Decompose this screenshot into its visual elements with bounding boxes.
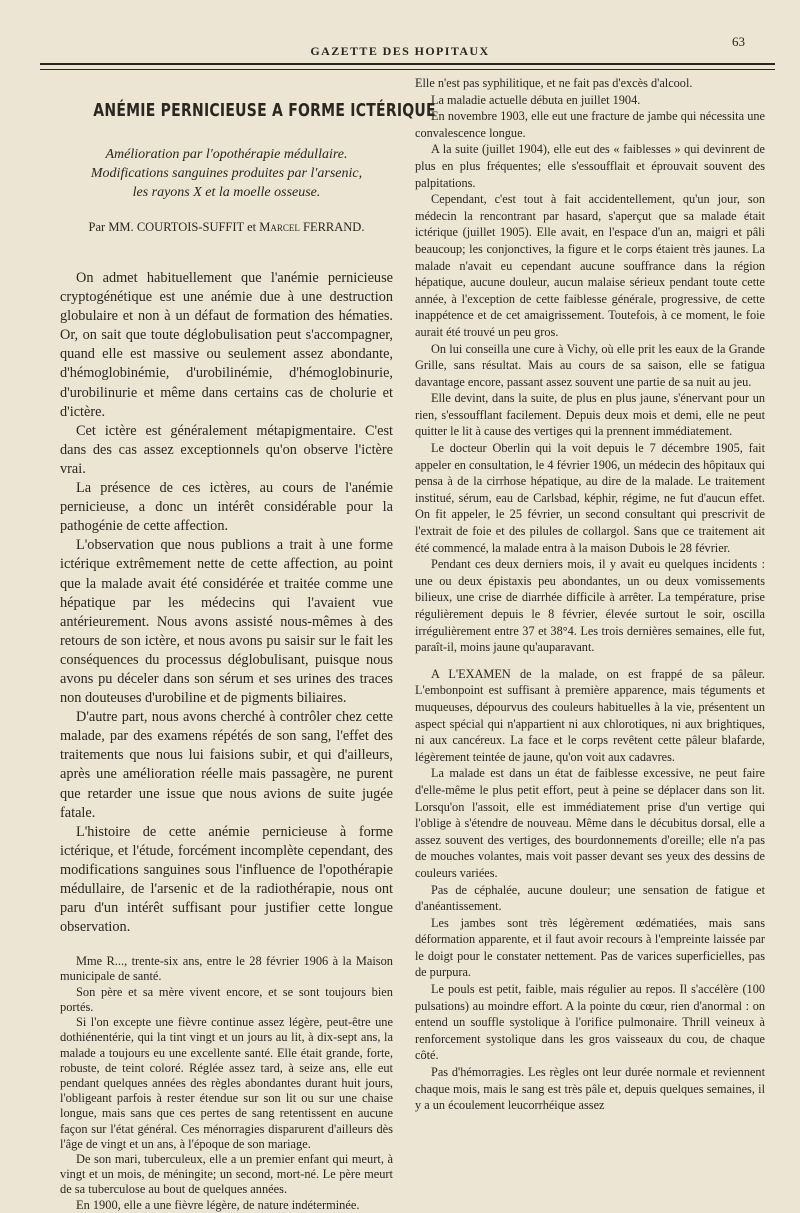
authors-prefix: Par MM. (88, 220, 134, 234)
paragraph: De son mari, tuberculeux, elle a un premier enfant qui meurt, à vingt et un mois, de méningite; un second, mort-né. Le père meurt de sa tuberculose au bout de quelques années. (60, 1151, 393, 1197)
article-authors (60, 220, 393, 235)
right-column (415, 75, 765, 1114)
author-name: Marcel FERRAND. (259, 220, 365, 234)
authors-join: et (247, 220, 257, 234)
paragraph: Pendant ces deux derniers mois, il y avait eu quelques incidents : une ou deux épistaxis peu abondantes, un ou deux vomissements bilieux, une crise de diarrhée difficile à arrêter. La température, prise régulièrement depuis le 8 février, élevée surtout le soir, oscilla irrégulièrement entre 37 et 38°4. Les trois dernières semaines, elle fut, paraît-il, moins jaune qu'auparavant. (415, 557, 765, 655)
paragraph: Pas de céphalée, aucune douleur; une sensation de fatigue et d'anéantissement. (415, 882, 765, 914)
subtitle-line: Amélioration par l'opothérapie médullaire. (105, 147, 348, 162)
paragraph: Le pouls est petit, faible, mais régulier au repos. Il s'accélère (100 pulsations) au moindre effort. A la pointe du cœur, rien d'anormal : on entend un souffle systolique à l'orifice pulmonaire. Thrill veineux à renforcement systolique dans les gros vaisseaux du cou, de chaque côté. (415, 982, 765, 1063)
observation-text (60, 954, 393, 1212)
paragraph: Le docteur Oberlin qui la voit depuis le 7 décembre 1905, fait appeler en consultation, le 4 février 1906, un médecin des hôpitaux qui pensa à de la cirrhose hépatique, au dire de la malade. Le traitement institué, sérum, eau de Carlsbad, képhir, régime, ne fut d'aucun effet. On fit appeler, le 25 février, un second consultant qui prescrivit de l'extrait de foie et des pilules de collargol. Sans que ce traitement ait été commencé, la malade entra à la maison Dubois le 28 février. (415, 441, 765, 555)
paragraph: L'histoire de cette anémie pernicieuse à forme ictérique, et l'étude, forcément incomplète cependant, des modifications sanguines sous l'influence de l'opothérapie médullaire, de l'arsenic et de la radiothérapie, nous ont paru d'un intérêt suffisant pour justifier cette longue observation. (60, 823, 393, 936)
paragraph: La présence de ces ictères, au cours de l'anémie pernicieuse, a donc un intérêt considérable pour la pathogénie de cette affection. (60, 480, 393, 535)
header-rule-thick (40, 63, 775, 65)
paragraph: Les jambes sont très légèrement œdématiées, mais sans déformation apparente, et il faut avoir recours à l'empreinte laissée par le doigt pour le constater nettement. Pas de varices superficielles, pas de purpura. (415, 915, 765, 980)
paragraph: A la suite (juillet 1904), elle eut des « faiblesses » qui devinrent de plus en plus fréquentes; elle s'essoufflait et éprouvait souvent des palpitations. (415, 142, 765, 190)
paragraph: En novembre 1903, elle eut une fracture de jambe qui nécessita une convalescence longue. (415, 109, 765, 140)
author-name: COURTOIS-SUFFIT (136, 220, 244, 234)
paragraph: Pas d'hémorragies. Les règles ont leur durée normale et reviennent chaque mois, mais le sang est très pâle et, depuis quelques semaines, il y a un écoulement leucorrhéique assez (415, 1065, 765, 1113)
intro-text (60, 269, 393, 937)
paragraph: En 1900, elle a une fièvre légère, de nature indéterminée. (76, 1197, 360, 1212)
paragraph: A L'EXAMEN de la malade, on est frappé de sa pâleur. L'embonpoint est suffisant à première apparence, mais téguments et muqueuses, dépourvus des couleurs habituelles à la vie, présentent un aspect spécial qui n'appartient ni aux chlorotiques, ni aux brightiques, ni aux cancéreux. La face et le corps revêtent cette pâleur blafarde, légèrement teintée de jaune, qu'on voit aux cadavres. (415, 666, 765, 764)
paragraph: On lui conseilla une cure à Vichy, où elle prit les eaux de la Grande Grille, sans résultat. Mais au cours de sa saison, elle se fatigua davantage encore, passant assez souvent une partie de sa nuit au jeu. (415, 341, 765, 389)
paragraph: La malade est dans un état de faiblesse excessive, ne peut faire d'elle-même le plus petit effort, peut à peine se déplacer dans son lit. Lorsqu'on l'assoit, elle est immédiatement prise d'un vertige qui l'oblige à s'étendre de nouveau. Même dans le décubitus dorsal, elle a assez souvent des vertiges, des bourdonnements d'oreille; elle n'a pas de mouches volantes, mais voit passer devant ses yeux des dessins de couleurs variées. (415, 766, 765, 880)
subtitle-line: Modifications sanguines produites par l'arsenic, (90, 166, 363, 181)
paragraph: Cependant, c'est tout à fait accidentellement, qu'un jour, son médecin la rencontrant par hasard, s'aperçut que sa malade était ictérique (juillet 1905). Elle avait, en l'espace d'un an, maigri et pâli beaucoup; les conjonctives, la figure et le corps étaient très jaunes. La malade n'avait eu cependant aucune souffrance dans la région hépatique, aucune douleur, aucun malaise sérieux pendant toute cette année, à l'exception de cette faiblesse générale, progressive, de cette inappétence et de cet amaigrissement. Toutefois, à ce moment, le foie aurait été trouvé un peu gros. (415, 192, 765, 339)
paragraph: Si l'on excepte une fièvre continue assez légère, peut-être une dothiénentérie, qui la tint vingt et un jours au lit, à dix-sept ans, la malade a toujours eu une excellente santé. Elle était grande, forte, robuste, de teint coloré. Réglée assez tard, à seize ans, elle eut pendant quelques années des règles abondantes durant huit jours, l'obligeant parfois à rester étendue sur son lit ou sur une chaise longue, mais sans que ces pertes de sang retentissent en aucune façon sur l'état général. Ces ménorragies disparurent d'ailleurs dès l'âge de vingt et un ans, à l'époque de son mariage. (60, 1015, 393, 1151)
paragraph: Cet ictère est généralement métapigmentaire. C'est dans des cas assez exceptionnels qu'on observe l'ictère vrai. (60, 422, 393, 477)
paragraph: La maladie actuelle débuta en juillet 1904. (431, 92, 641, 107)
paragraph: L'observation que nous publions a trait à une forme ictérique extrêmement nette de cette affection, au point que la malade avait été considérée et traitée comme une hépatique par les médecins qui l'avaient vue antérieurement. Nous avons assisté nous-mêmes à des retours de son ictère, et nous avons pu saisir sur le fait les conséquences du processus déglobulisant, puisque nous avons pu déceler dans son sérum et ses urines des traces non douteuses d'urobiline et de pigments biliaires. (60, 537, 393, 707)
paragraph: Son père et sa mère vivent encore, et se sont toujours bien portés. (60, 984, 393, 1014)
article-title: ANÉMIE PERNICIEUSE A FORME ICTÉRIQUE (93, 101, 436, 121)
journal-name: GAZETTE DES HOPITAUX (310, 44, 490, 58)
subtitle-line: les rayons X et la moelle osseuse. (132, 185, 321, 200)
paragraph: On admet habituellement que l'anémie pernicieuse cryptogénétique est une anémie due à une destruction globulaire et non à un défaut de formation des hématies. Or, on sait que toute déglobulisation peut s'accompagner, quand elle est massive ou seulement assez abondante, d'hémoglobinémie, d'urobilinémie, d'hémoglobinurie, d'urobilinurie et même dans certains cas de cholurie et d'ictère. (60, 270, 393, 420)
paragraph: Elle devint, dans la suite, de plus en plus jaune, s'énervant pour un rien, s'essoufflant facilement. Depuis deux mois et demi, elle ne peut quitter le lit à cause des vertiges qui la prennent immédiatement. (415, 391, 765, 439)
paragraph: Mme R..., trente-six ans, entre le 28 février 1906 à la Maison municipale de santé. (60, 954, 393, 984)
page-number: 63 (732, 34, 745, 49)
paragraph: Elle n'est pas syphilitique, et ne fait pas d'excès d'alcool. (415, 76, 693, 90)
left-column (60, 75, 436, 1213)
paragraph: D'autre part, nous avons cherché à contrôler chez cette malade, par des examens répétés de son sang, l'effet des traitements que nous lui faisions subir, et qui d'ailleurs, après une amélioration réelle mais passagère, ne purent que retarder une issue que nous avions de suite jugée fatale. (60, 709, 393, 821)
article-subtitle (60, 145, 393, 202)
header-rule-thin (40, 69, 775, 70)
